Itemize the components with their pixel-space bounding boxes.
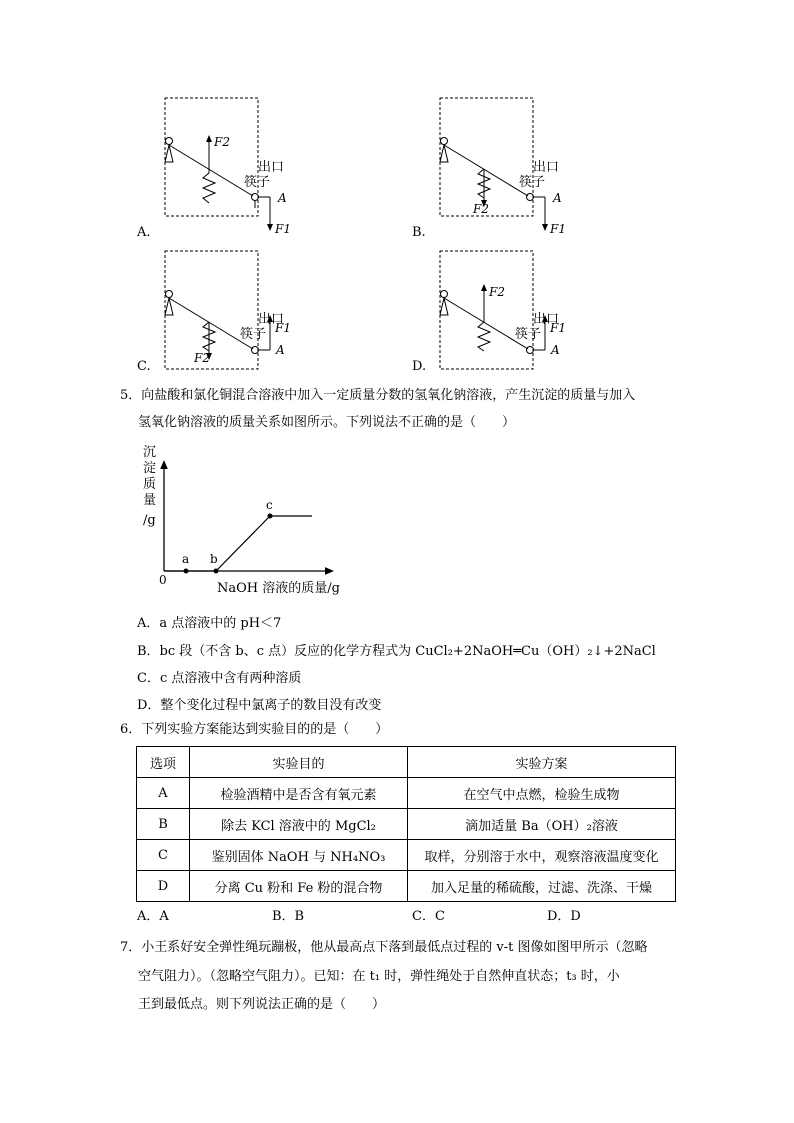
table-cell: 鉴别固体 NaOH 与 NH₄NO₃	[190, 840, 408, 871]
q5-stem-line2: 氢氧化钠溶液的质量关系如图所示。下列说法不正确的是（ ）	[138, 415, 516, 430]
table-cell: B	[137, 809, 190, 840]
table-cell: 在空气中点燃，检验生成物	[408, 778, 676, 809]
q5-label-c: c	[266, 498, 273, 512]
q4-c-label: C.	[137, 359, 151, 374]
q4-d-chopsticks: 筷子	[515, 327, 542, 342]
q4-c-f1: F1	[275, 321, 291, 335]
q5-option-c: C．c 点溶液中含有两种溶质	[137, 671, 302, 686]
q5-label-a: a	[182, 552, 190, 566]
q5-option-a: A．a 点溶液中的 pH＜7	[137, 616, 282, 631]
table-header-cell: 实验目的	[190, 747, 408, 778]
table-cell: 分离 Cu 粉和 Fe 粉的混合物	[190, 871, 408, 902]
q5-point-b	[214, 569, 219, 574]
q4-b-exit: 出口	[533, 160, 560, 175]
q5-ylabel-4: 量	[143, 493, 157, 508]
q4-b-label: B.	[412, 225, 426, 240]
q6-answer-d: D．D	[547, 909, 581, 924]
q6-stem: 6．下列实验方案能达到实验目的的是（ ）	[120, 722, 389, 737]
table-cell: 加入足量的稀硫酸，过滤、洗涤、干燥	[408, 871, 676, 902]
q4-d-label: D.	[412, 359, 427, 374]
q4-c-f2: F2	[194, 351, 210, 365]
q5-origin: 0	[159, 573, 167, 587]
q5-point-a	[184, 569, 189, 574]
table-cell: A	[137, 778, 190, 809]
q4-d-point: A	[551, 343, 560, 357]
table-row	[137, 809, 676, 840]
q6-answer-b: B．B	[272, 909, 305, 924]
q4-a-point: A	[278, 191, 287, 205]
q4-a-chopsticks: 筷子	[244, 175, 271, 190]
table-cell: 除去 KCl 溶液中的 MgCl₂	[190, 809, 408, 840]
q5-xlabel: NaOH 溶液的质量/g	[217, 581, 340, 596]
q5-ylabel-3: 质	[143, 477, 157, 492]
q6-table	[136, 746, 676, 902]
q4-diagrams	[0, 0, 794, 380]
q5-ylabel	[143, 445, 156, 528]
table-row	[137, 778, 676, 809]
q5-label-b: b	[210, 552, 218, 566]
table-row	[137, 871, 676, 902]
q4-a-f1: F1	[275, 222, 291, 236]
q4-a-exit: 出口	[258, 160, 285, 175]
q4-d-exit: 出口	[533, 312, 560, 327]
q5-ylabel-5: /g	[143, 513, 156, 528]
q4-b-point: A	[553, 191, 562, 205]
q4-diagram-a	[165, 98, 270, 228]
table-header-cell: 选项	[137, 747, 190, 778]
q4-diagram-b	[440, 98, 545, 228]
q5-graph	[140, 440, 360, 600]
q4-d-f2: F2	[489, 285, 505, 299]
table-row	[137, 840, 676, 871]
q4-a-f2: F2	[214, 135, 230, 149]
q4-diagram-c	[165, 251, 270, 369]
q5-point-c	[268, 514, 273, 519]
q4-b-f2: F2	[473, 202, 489, 216]
table-cell: 滴加适量 Ba（OH）₂溶液	[408, 809, 676, 840]
table-cell: C	[137, 840, 190, 871]
q4-c-chopsticks: 筷子	[240, 327, 267, 342]
q4-d-f1: F1	[550, 321, 566, 335]
q5-ylabel-2: 淀	[143, 461, 157, 476]
q4-c-exit: 出口	[258, 312, 285, 327]
q7-line3: 王到最低点。则下列说法正确的是（ ）	[138, 997, 386, 1012]
table-header-row	[137, 747, 676, 778]
q7-line2: 空气阻力）。（忽略空气阻力）。已知：在 t₁ 时，弹性绳处于自然伸直状态；t₃ 时，小	[138, 969, 620, 984]
q4-b-f1: F1	[550, 222, 566, 236]
table-cell: D	[137, 871, 190, 902]
q5-option-b: B．bc 段（不含 b、c 点）反应的化学方程式为 CuCl₂+2NaOH═Cu（OH）₂↓+2NaCl	[137, 644, 656, 659]
q6-answer-c: C．C	[412, 909, 445, 924]
table-header-cell: 实验方案	[408, 747, 676, 778]
q4-c-point: A	[276, 343, 285, 357]
q5-stem-line1: 5．向盐酸和氯化铜混合溶液中加入一定质量分数的氢氧化钠溶液，产生沉淀的质量与加入	[120, 388, 636, 403]
q5-ylabel-1: 沉	[143, 445, 157, 460]
q5-option-d: D．整个变化过程中氯离子的数目没有改变	[137, 698, 382, 713]
table-cell: 取样，分别溶于水中，观察溶液温度变化	[408, 840, 676, 871]
q6-answer-a: A．A	[137, 909, 169, 924]
table-cell: 检验酒精中是否含有氧元素	[190, 778, 408, 809]
q4-diagram-d	[440, 251, 545, 369]
q7-line1: 7．小王系好安全弹性绳玩蹦极，他从最高点下落到最低点过程的 v-t 图像如图甲所示（忽略	[120, 940, 648, 955]
q4-a-label: A.	[137, 225, 151, 240]
q4-b-chopsticks: 筷子	[519, 175, 546, 190]
